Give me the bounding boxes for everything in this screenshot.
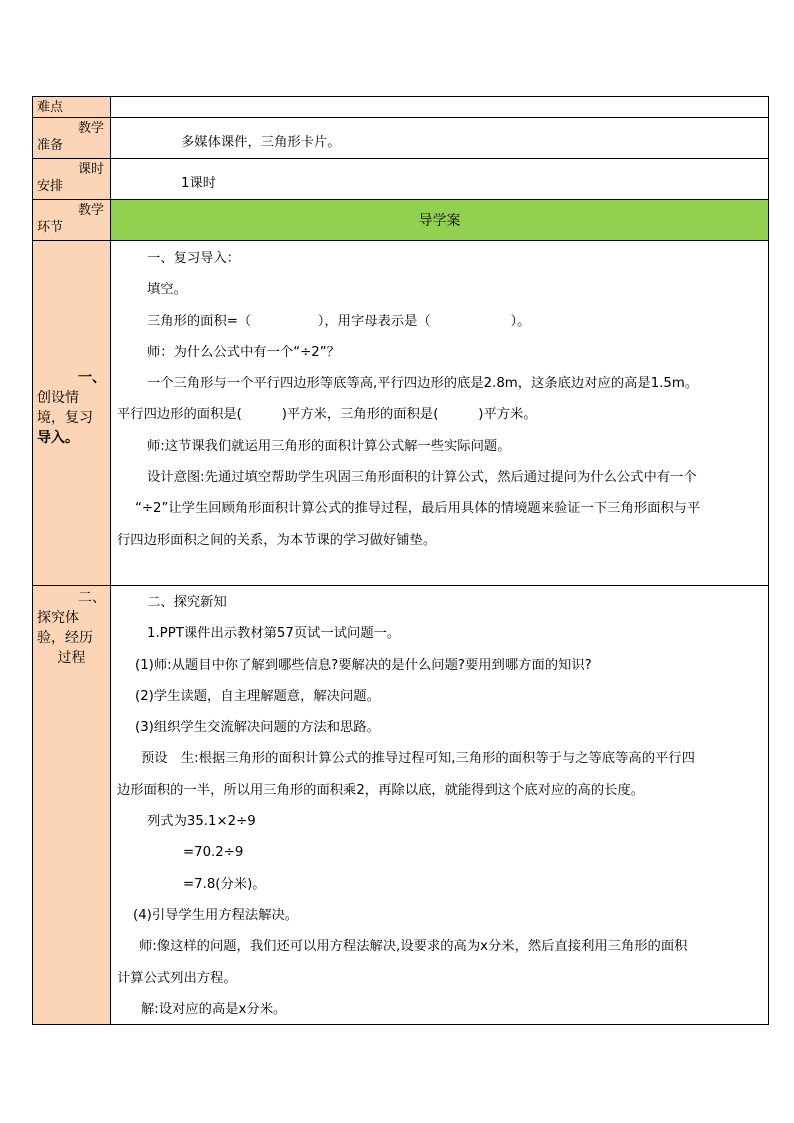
section1-label-line2: 创设情 bbox=[37, 390, 79, 406]
s2-heading: 二、探究新知 bbox=[147, 595, 227, 610]
s1-design-3: 行四边形面积之间的关系，为本节课的学习做好铺垫。 bbox=[117, 532, 437, 548]
label-difficulty-text: 难点 bbox=[37, 100, 64, 115]
s2-step-1c: (3)组织学生交流解决问题的方法和思路。 bbox=[135, 720, 380, 736]
schedule-text: 1课时 bbox=[181, 176, 217, 191]
s1-fill: 填空。 bbox=[147, 282, 187, 298]
s2-preset-1: 预设 生:根据三角形的面积计算公式的推导过程可知,三角形的面积等于与之等底等高的平行四 bbox=[141, 751, 695, 767]
label-prep bbox=[33, 118, 111, 158]
label-schedule bbox=[33, 159, 111, 199]
section1-label-line1: 一、 bbox=[78, 370, 106, 386]
s2-equation-1: 师:像这样的问题，我们还可以用方程法解决,设要求的高为x分米，然后直接利用三角形的面积 bbox=[139, 939, 688, 955]
section2-label-line3: 验，经历 bbox=[37, 630, 93, 646]
content-prep bbox=[111, 118, 769, 158]
label-schedule-line1: 课时 bbox=[77, 162, 104, 177]
section2-label-line4: 过程 bbox=[57, 650, 86, 666]
s2-solve: 解:设对应的高是x分米。 bbox=[141, 1001, 287, 1017]
section1-label-line3: 境，复习 bbox=[37, 410, 93, 426]
label-stage-line1: 教学 bbox=[77, 203, 104, 218]
lesson-plan-table bbox=[32, 96, 769, 1025]
content-schedule bbox=[111, 159, 769, 199]
s1-question: 师：为什么公式中有一个“÷2”？ bbox=[147, 344, 340, 360]
s2-calc-3: =7.8(分米)。 bbox=[183, 876, 266, 892]
s2-step-1b: (2)学生读题，自主理解题意，解决问题。 bbox=[135, 688, 380, 704]
s1-design-2: “÷2”让学生回顾角形面积计算公式的推导过程，最后用具体的情境题来验证一下三角形面积与平 bbox=[135, 501, 701, 517]
s1-heading: 一、复习导入： bbox=[147, 251, 241, 266]
s1-problem-2: 平行四边形的面积是( )平方米，三角形的面积是( )平方米。 bbox=[117, 407, 537, 423]
s2-step-1: 1.PPT课件出示教材第57页试一试问题一。 bbox=[147, 626, 401, 642]
section1-content bbox=[111, 241, 769, 585]
s2-calc-2: =70.2÷9 bbox=[183, 845, 244, 861]
row-stage bbox=[33, 200, 769, 241]
label-prep-line2: 准备 bbox=[37, 138, 64, 153]
s2-step-1d: (4)引导学生用方程法解决。 bbox=[133, 907, 299, 923]
s2-equation-2: 计算公式列出方程。 bbox=[117, 970, 237, 986]
label-difficulty bbox=[33, 97, 111, 117]
s2-calc-1: 列式为35.1×2÷9 bbox=[147, 814, 256, 830]
label-schedule-line2: 安排 bbox=[37, 179, 64, 194]
section1-label bbox=[33, 241, 111, 585]
row-section1 bbox=[33, 241, 769, 586]
prep-text: 多媒体课件，三角形卡片。 bbox=[181, 135, 341, 150]
s2-preset-2: 边形面积的一半，所以用三角形的面积乘2，再除以底，就能得到这个底对应的高的长度。 bbox=[117, 782, 645, 798]
section2-label bbox=[33, 586, 111, 1024]
section2-label-line1: 二、 bbox=[78, 590, 106, 606]
row-section2 bbox=[33, 586, 769, 1025]
section2-content bbox=[111, 586, 769, 1024]
s2-step-1a: (1)师:从题目中你了解到哪些信息?要解决的是什么问题?要用到哪方面的知识? bbox=[135, 657, 592, 673]
s1-problem-1: 一个三角形与一个平行四边形等底等高,平行四边形的底是2.8m，这条底边对应的高是1.5m。 bbox=[147, 376, 699, 392]
content-difficulty bbox=[111, 97, 769, 117]
s1-intro: 师:这节课我们就运用三角形的面积计算公式解一些实际问题。 bbox=[147, 438, 511, 454]
row-difficulty bbox=[33, 97, 769, 118]
label-stage bbox=[33, 200, 111, 240]
s1-formula: 三角形的面积=（ ），用字母表示是（ ）。 bbox=[147, 313, 531, 329]
stage-header: 导学案 bbox=[111, 200, 769, 240]
s1-design-1: 设计意图:先通过填空帮助学生巩固三角形面积的计算公式，然后通过提问为什么公式中有一个 bbox=[147, 470, 697, 486]
label-prep-line1: 教学 bbox=[77, 121, 104, 136]
label-stage-line2: 环节 bbox=[37, 220, 64, 235]
row-schedule bbox=[33, 159, 769, 200]
section1-label-line4: 导入。 bbox=[37, 430, 79, 446]
section2-label-line2: 探究体 bbox=[37, 610, 79, 626]
row-prep bbox=[33, 118, 769, 159]
